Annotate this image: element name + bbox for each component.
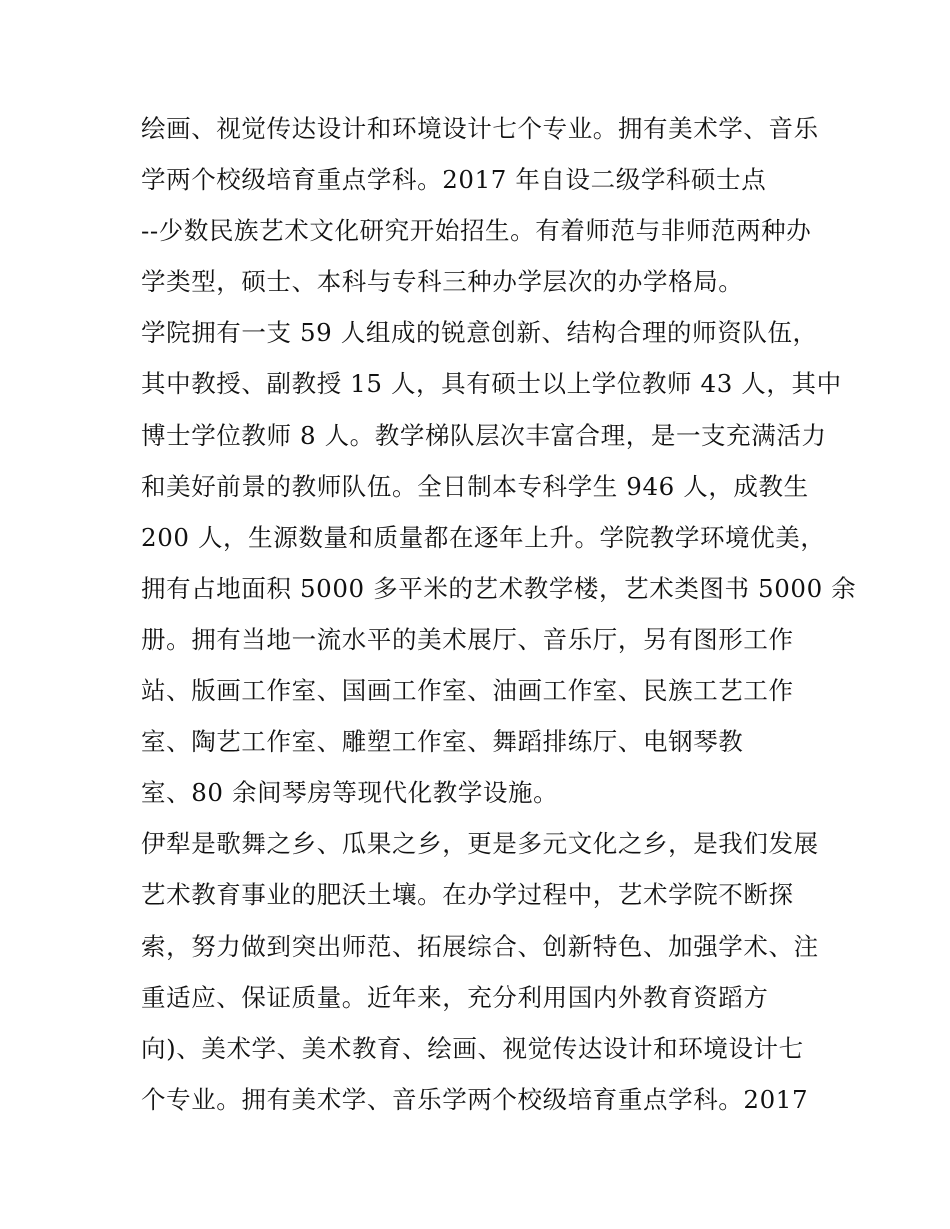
text-line: 艺术教育事业的肥沃土壤。在办学过程中，艺术学院不断探 [141,880,794,910]
text-line: 学两个校级培育重点学科。2017 年自设二级学科硕士点 [141,165,767,195]
document-body [141,103,857,1125]
text-line: 站、版画工作室、国画工作室、油画工作室、民族工艺工作 [141,676,794,706]
text-line: 学院拥有一支 59 人组成的锐意创新、结构合理的师资队伍， [141,318,818,348]
text-line: 向)、美术学、美术教育、绘画、视觉传达设计和环境设计七 [141,1033,804,1063]
text-line: 索，努力做到突出师范、拓展综合、创新特色、加强学术、注 [141,931,819,961]
text-line: 博士学位教师 8 人。教学梯队层次丰富合理，是一支充满活力 [141,420,827,450]
text-line: 200 人，生源数量和质量都在逐年上升。学院教学环境优美， [141,522,826,552]
text-line: 绘画、视觉传达设计和环境设计七个专业。拥有美术学、音乐 [141,114,819,143]
text-line: 重适应、保证质量。近年来，充分利用国内外教育资蹈方 [141,982,769,1012]
text-line: --少数民族艺术文化研究开始招生。有着师范与非师范两种办 [141,216,812,246]
text-line: 室、80 余间琴房等现代化教学设施。 [141,778,559,808]
text-line: 其中教授、副教授 15 人，具有硕士以上学位教师 43 人，其中 [141,369,842,399]
text-line: 册。拥有当地一流水平的美术展厅、音乐厅，另有图形工作 [141,624,794,654]
text-line: 伊犁是歌舞之乡、瓜果之乡，更是多元文化之乡，是我们发展 [141,829,819,859]
text-line: 个专业。拥有美术学、音乐学两个校级培育重点学科。2017 [141,1084,809,1114]
text-line: 拥有占地面积 5000 多平米的艺术教学楼，艺术类图书 5000 余 [141,573,857,603]
text-line: 和美好前景的教师队伍。全日制本专科学生 946 人，成教生 [141,471,809,501]
text-line: 室、陶艺工作室、雕塑工作室、舞蹈排练厅、电钢琴教 [141,727,744,757]
text-line: 学类型，硕士、本科与专科三种办学层次的办学格局。 [141,267,744,297]
